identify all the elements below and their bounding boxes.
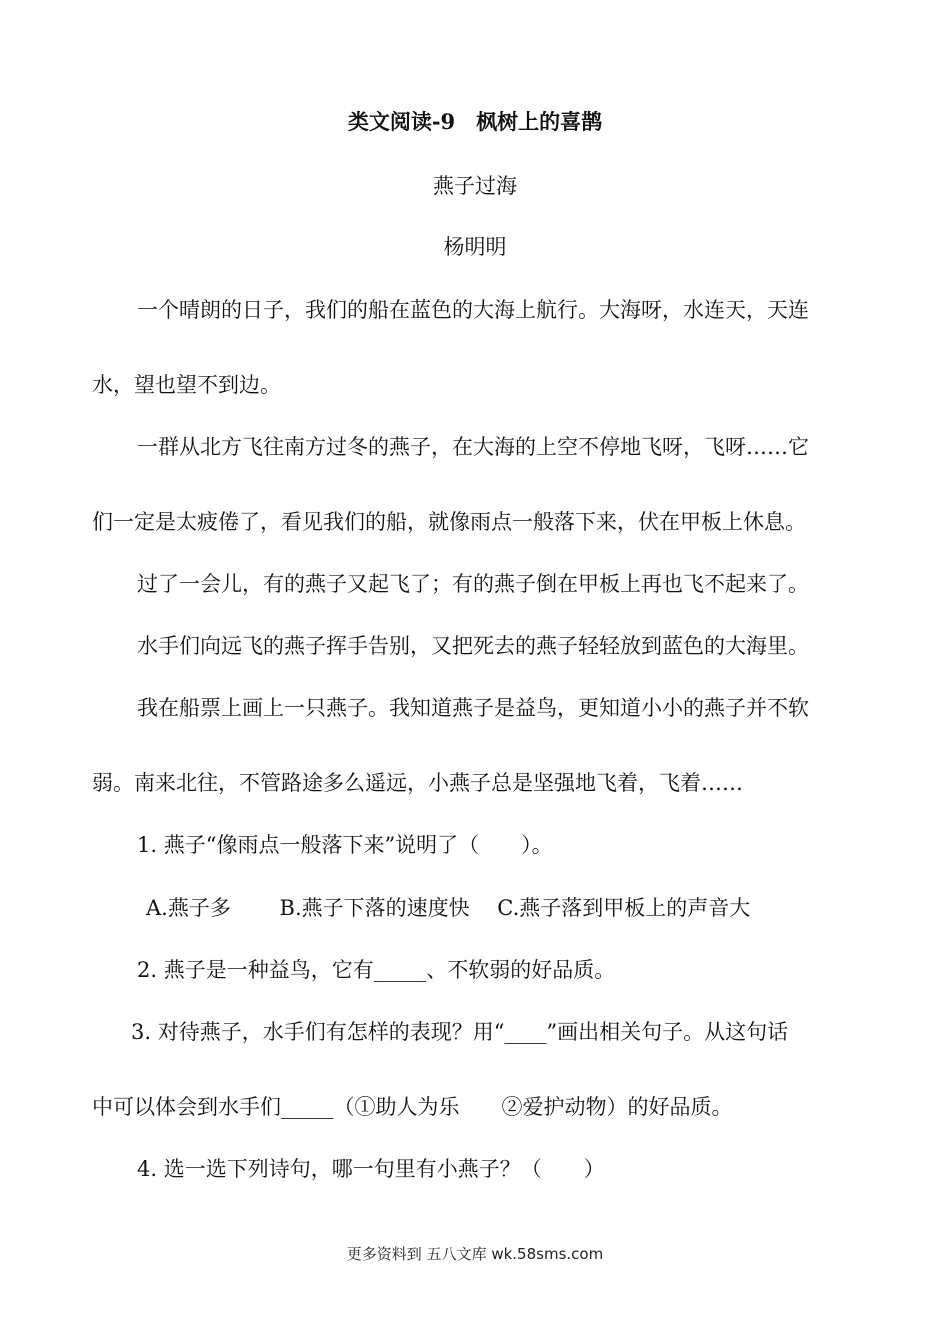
question-1: 1. 燕子“像雨点一般落下来”说明了（ ）。 (137, 833, 553, 857)
paragraph-line: 一个晴朗的日子，我们的船在蓝色的大海上航行。大海呀，水连天，天连 (137, 298, 809, 322)
paragraph-line: 一群从北方飞往南方过冬的燕子，在大海的上空不停地飞呀，飞呀……它 (137, 435, 809, 459)
article-author: 杨明明 (443, 235, 507, 259)
paragraph-line: 们一定是太疲倦了，看见我们的船，就像雨点一般落下来，伏在甲板上休息。 (92, 510, 806, 534)
article-title: 燕子过海 (433, 174, 517, 198)
question-1-options: A.燕子多 B.燕子下落的速度快 C.燕子落到甲板上的声音大 (146, 896, 751, 920)
question-3-continued: 中可以体会到水手们_____（①助人为乐 ②爱护动物）的好品质。 (92, 1095, 733, 1119)
page-title: 类文阅读-9 枫树上的喜鹊 (347, 109, 603, 134)
question-4: 4. 选一选下列诗句，哪一句里有小燕子？（ ） (137, 1157, 605, 1181)
paragraph-line: 弱。南来北往，不管路途多么遥远，小燕子总是坚强地飞着，飞着…… (92, 771, 743, 795)
question-2: 2. 燕子是一种益鸟，它有_____、不软弱的好品质。 (137, 958, 616, 982)
question-3: 3. 对待燕子，水手们有怎样的表现？用“____”画出相关句子。从这句话 (131, 1020, 789, 1044)
paragraph-line: 过了一会儿，有的燕子又起飞了；有的燕子倒在甲板上再也飞不起来了。 (137, 572, 809, 596)
paragraph-line: 水手们向远飞的燕子挥手告别，又把死去的燕子轻轻放到蓝色的大海里。 (137, 634, 809, 658)
paragraph-line: 我在船票上画上一只燕子。我知道燕子是益鸟，更知道小小的燕子并不软 (137, 696, 809, 720)
footer-watermark: 更多资料到 五八文库 wk.58sms.com (346, 1245, 604, 1263)
paragraph-line: 水，望也望不到边。 (92, 373, 281, 397)
